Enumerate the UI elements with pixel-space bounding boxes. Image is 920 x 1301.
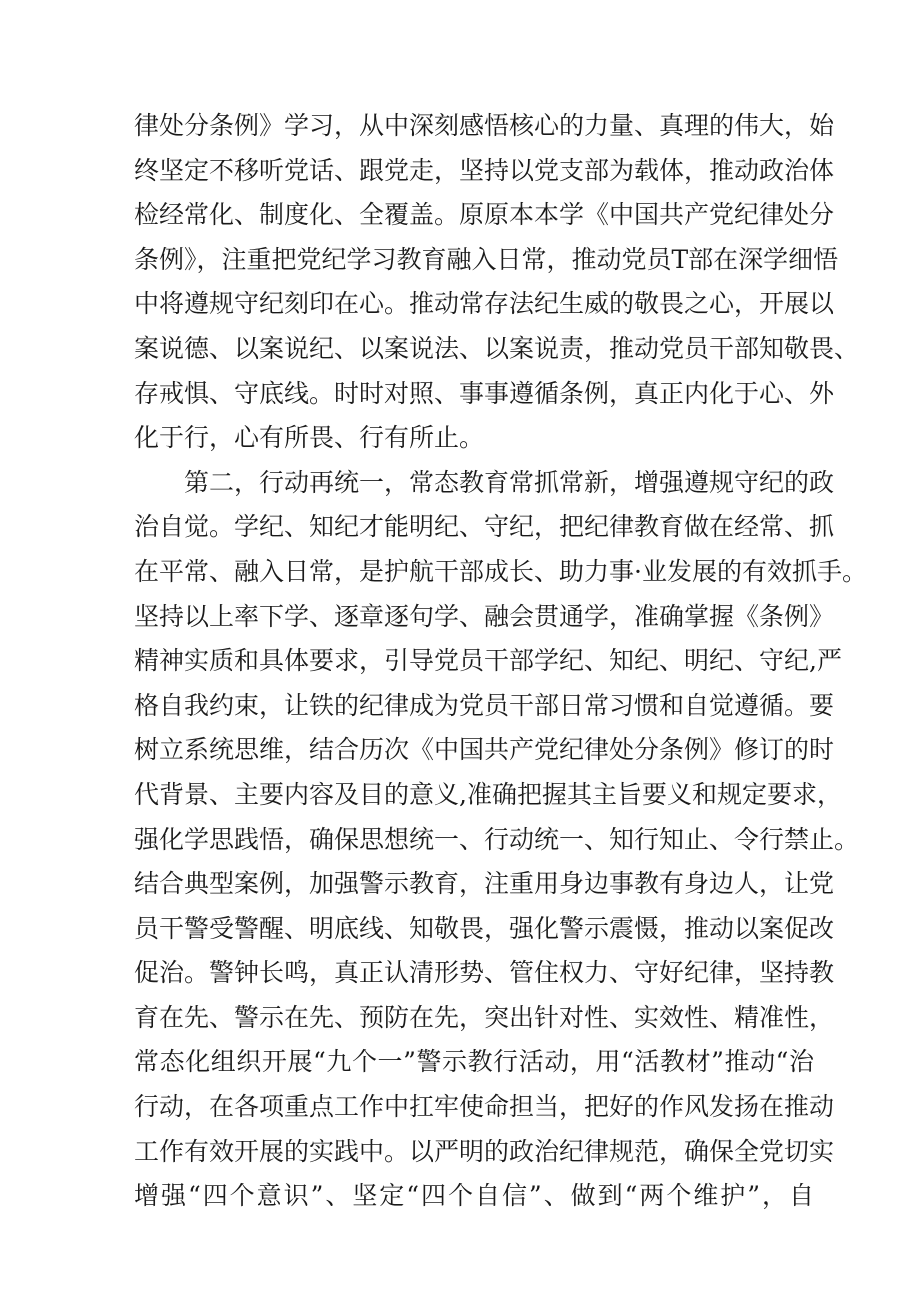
text-line: 员干警受警醒、明底线、知敬畏，强化警示震慑，推动以案促改: [134, 913, 835, 943]
text-line: 工作有效开展的实践中。以严明的政治纪律规范，确保全党切实: [134, 1136, 835, 1166]
text-line: 行动，在各项重点工作中扛牢使命担当，把好的作风发扬在推动: [134, 1092, 835, 1122]
paragraph-start-line: 第二，行动再统一，常态教育常抓常新，增强遵规守纪的政: [184, 467, 835, 497]
text-line: 促治。警钟长鸣，真正认清形势、管住权力、守好纪律，坚持教: [134, 958, 835, 988]
paragraph-end-line: 化于行，心有所畏、行有所止。: [134, 423, 485, 453]
text-line: 精神实质和具体要求，引导党员干部学纪、知纪、明纪、守纪,严: [134, 646, 842, 676]
text-line: 治自觉。学纪、知纪才能明纪、守纪，把纪律教育做在经常、抓: [134, 512, 835, 542]
text-line: 树立系统思维，结合历次《中国共产党纪律处分条例》修订的时: [134, 735, 835, 765]
text-line: 育在先、警示在先、预防在先，突出针对性、实效性、精准性，: [134, 1002, 835, 1032]
body-text: [134, 104, 867, 1219]
text-line: 坚持以上率下学、逐章逐句学、融会贯通学，准确掌握《条例》: [134, 601, 835, 631]
text-line: 律处分条例》学习，从中深刻感悟核心的力量、真理的伟大，始: [134, 111, 835, 140]
text-line: 增强“四个意识”、坚定“四个自信”、做到“两个维护”，自: [134, 1181, 814, 1211]
text-line: 存戒惧、守底线。时时对照、事事遵循条例，真正内化于心、外: [134, 378, 835, 408]
text-line: 中将遵规守纪刻印在心。推动常存法纪生威的敬畏之心，开展以: [134, 289, 835, 319]
text-line: 在平常、融入日常，是护航干部成长、助力事·业发展的有效抓手。: [134, 556, 867, 586]
text-line: 案说德、以案说纪、以案说法、以案说责，推动党员干部知敬畏、: [134, 333, 860, 363]
text-line: 强化学思践悟，确保思想统一、行动统一、知行知止、令行禁止。: [134, 824, 860, 854]
text-line: 终坚定不移听党话、跟党走，坚持以党支部为载体，推动政治体: [134, 155, 835, 185]
text-line: 结合典型案例，加强警示教育，注重用身边事教有身边人，让党: [134, 869, 835, 899]
text-line: 条例》，注重把党纪学习教育融入日常，推动党员T部在深学细悟: [134, 244, 839, 274]
text-line: 常态化组织开展“九个一”警示教行活动，用“活教材”推动“治: [134, 1047, 814, 1077]
text-line: 格自我约束，让铁的纪律成为党员干部日常习惯和自觉遵循。要: [134, 690, 835, 720]
text-line: 检经常化、制度化、全覆盖。原原本本学《中国共产党纪律处分: [134, 200, 835, 230]
text-line: 代背景、主要内容及目的意义,准确把握其主旨要义和规定要求，: [134, 779, 842, 809]
